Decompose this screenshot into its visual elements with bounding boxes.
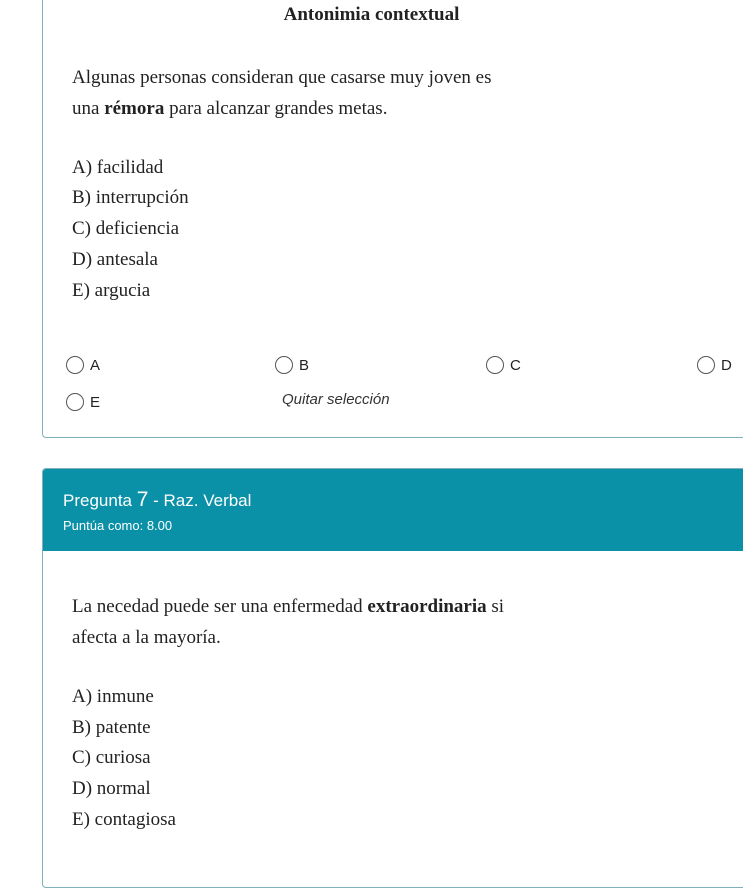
stem-line-2: [72, 93, 672, 124]
radio-c[interactable]: [486, 356, 504, 374]
option-b-text: B) interrupción: [72, 187, 189, 208]
stem-text: para alcanzar grandes metas.: [164, 98, 388, 119]
stem-text: una: [72, 98, 105, 119]
question-title-suffix: - Raz. Verbal: [148, 491, 252, 510]
stem-text: si: [486, 596, 505, 617]
stem-keyword: extraordinaria: [367, 596, 487, 617]
radio-e[interactable]: [66, 393, 84, 411]
option-e-text: E) contagiosa: [72, 809, 176, 830]
section-title: Antonimia contextual: [283, 4, 460, 25]
radio-d[interactable]: [697, 356, 715, 374]
radio-label-e[interactable]: E: [90, 393, 101, 411]
radio-a[interactable]: [66, 356, 84, 374]
answer-option-e[interactable]: [66, 393, 100, 411]
radio-label-b[interactable]: B: [299, 356, 310, 374]
question-header: [43, 469, 743, 551]
option-a-text: A) inmune: [72, 686, 154, 707]
answer-option-a[interactable]: [66, 356, 100, 374]
question-title: [63, 488, 251, 512]
option-e-text: E) argucia: [72, 280, 151, 301]
option-c-text: C) deficiencia: [72, 218, 180, 239]
stem-line-1: [72, 591, 672, 622]
radio-label-c[interactable]: C: [510, 356, 521, 374]
stem-line-1: Algunas personas consideran que casarse muy joven es: [72, 67, 492, 88]
answer-option-d[interactable]: [697, 356, 732, 374]
option-a-text: A) facilidad: [72, 157, 164, 178]
question-title-prefix: Pregunta: [63, 491, 137, 510]
option-d-text: D) normal: [72, 778, 151, 799]
question-number: 7: [136, 488, 149, 511]
answer-option-b[interactable]: [275, 356, 309, 374]
radio-label-a[interactable]: A: [90, 356, 101, 374]
clear-selection-link[interactable]: Quitar selección: [282, 391, 390, 408]
option-b-text: B) patente: [72, 717, 151, 738]
radio-label-d[interactable]: D: [721, 356, 732, 374]
stem-keyword: rémora: [104, 98, 165, 119]
radio-b[interactable]: [275, 356, 293, 374]
question-score: Puntúa como: 8.00: [63, 518, 173, 533]
question-7-stem: [72, 591, 672, 653]
question-6-stem: [72, 62, 672, 124]
answer-option-c[interactable]: [486, 356, 521, 374]
stem-line-2: afecta a la mayoría.: [72, 627, 221, 648]
stem-text: La necedad puede ser una enfermedad: [72, 596, 368, 617]
option-d-text: D) antesala: [72, 249, 158, 270]
option-c-text: C) curiosa: [72, 747, 151, 768]
